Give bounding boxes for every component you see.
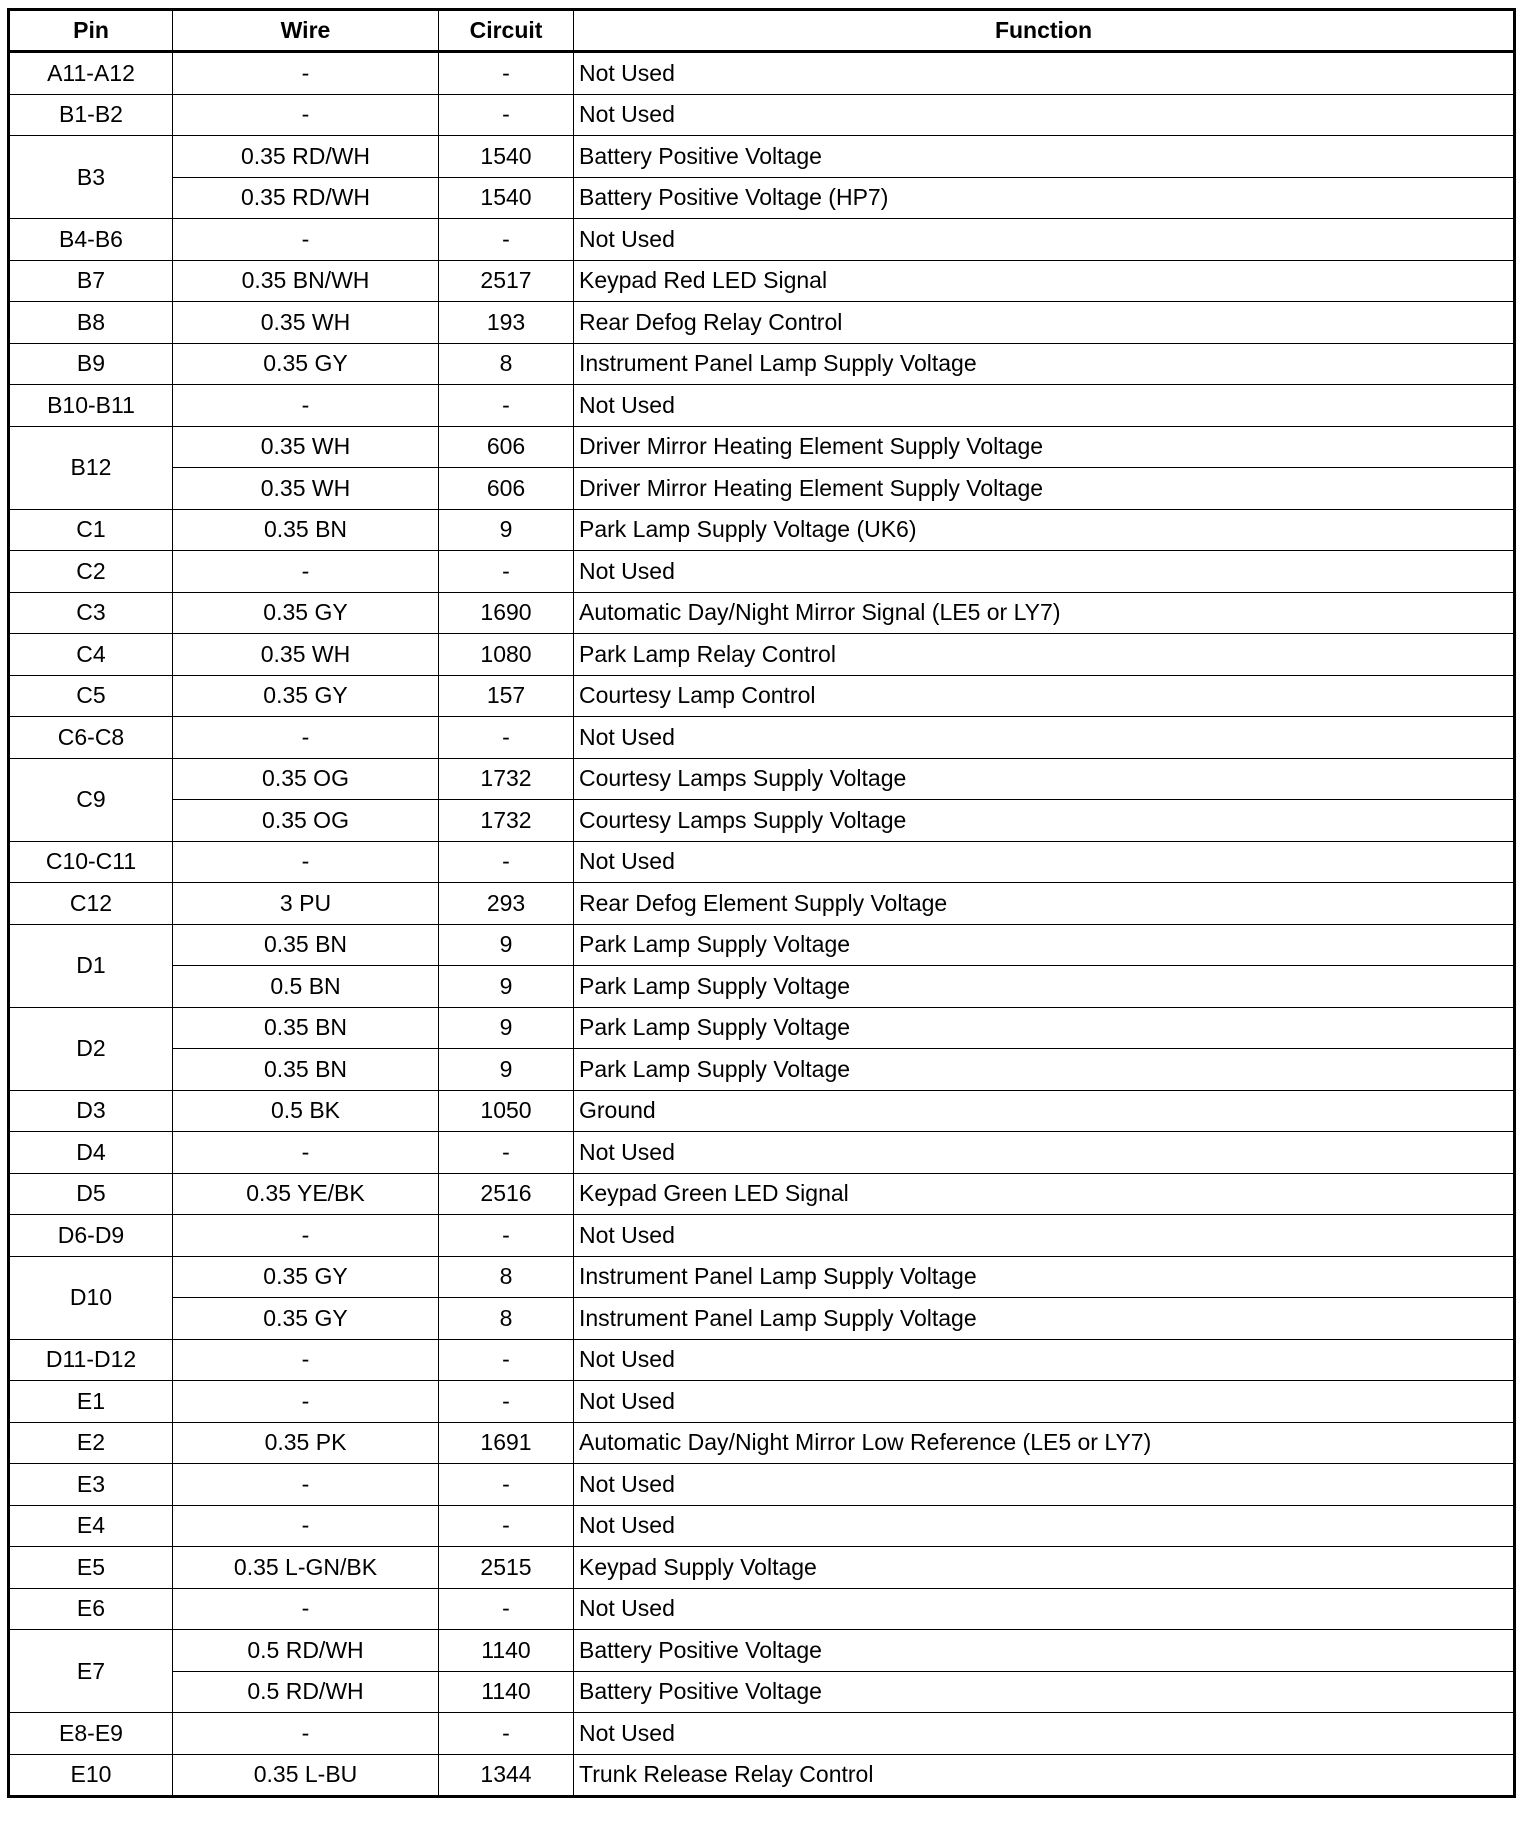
circuit-cell: 1050: [439, 1090, 574, 1132]
wire-cell: 0.5 RD/WH: [173, 1630, 439, 1672]
pin-cell: C9: [9, 758, 173, 841]
wire-cell: 0.35 BN/WH: [173, 260, 439, 302]
circuit-cell: -: [439, 1132, 574, 1174]
table-row: [9, 1339, 1515, 1381]
circuit-cell: 1540: [439, 136, 574, 178]
function-cell: Instrument Panel Lamp Supply Voltage: [574, 343, 1515, 385]
wire-cell: 0.35 BN: [173, 509, 439, 551]
circuit-cell: 2516: [439, 1173, 574, 1215]
table-row: [9, 1630, 1515, 1672]
circuit-cell: -: [439, 52, 574, 95]
wire-cell: 0.35 GY: [173, 592, 439, 634]
pin-cell: E3: [9, 1464, 173, 1506]
table-row: [9, 1464, 1515, 1506]
function-column-header: Function: [574, 10, 1515, 52]
pin-cell: E6: [9, 1588, 173, 1630]
pin-cell: E4: [9, 1505, 173, 1547]
pin-cell: E5: [9, 1547, 173, 1589]
table-row: [9, 509, 1515, 551]
function-cell: Not Used: [574, 1588, 1515, 1630]
wire-cell: 0.35 GY: [173, 675, 439, 717]
table-row: [9, 924, 1515, 966]
circuit-cell: 1080: [439, 634, 574, 676]
circuit-cell: -: [439, 1381, 574, 1423]
circuit-cell: -: [439, 1588, 574, 1630]
pin-cell: E1: [9, 1381, 173, 1423]
circuit-cell: 1344: [439, 1754, 574, 1797]
circuit-cell: -: [439, 1464, 574, 1506]
table-row: [9, 1422, 1515, 1464]
circuit-cell: 606: [439, 468, 574, 510]
circuit-cell: -: [439, 1505, 574, 1547]
circuit-cell: -: [439, 1339, 574, 1381]
circuit-cell: -: [439, 551, 574, 593]
circuit-cell: 1540: [439, 177, 574, 219]
table-row: [9, 136, 1515, 178]
circuit-cell: -: [439, 219, 574, 261]
pin-cell: C4: [9, 634, 173, 676]
function-cell: Not Used: [574, 1339, 1515, 1381]
function-cell: Battery Positive Voltage (HP7): [574, 177, 1515, 219]
pin-cell: B8: [9, 302, 173, 344]
circuit-cell: 1732: [439, 800, 574, 842]
function-cell: Keypad Supply Voltage: [574, 1547, 1515, 1589]
function-cell: Battery Positive Voltage: [574, 136, 1515, 178]
table-row: [9, 1547, 1515, 1589]
wire-cell: 0.35 GY: [173, 1298, 439, 1340]
pin-function-table: [7, 8, 1516, 1798]
pin-cell: C3: [9, 592, 173, 634]
table-row: [9, 94, 1515, 136]
pin-column-header: Pin: [9, 10, 173, 52]
function-cell: Park Lamp Supply Voltage: [574, 1007, 1515, 1049]
pin-cell: E2: [9, 1422, 173, 1464]
function-cell: Not Used: [574, 219, 1515, 261]
table-row: [9, 841, 1515, 883]
table-row: [9, 1671, 1515, 1713]
function-cell: Not Used: [574, 717, 1515, 759]
circuit-cell: 1690: [439, 592, 574, 634]
function-cell: Not Used: [574, 841, 1515, 883]
circuit-cell: -: [439, 1713, 574, 1755]
pin-rows: [9, 52, 1515, 1797]
circuit-cell: -: [439, 717, 574, 759]
function-cell: Trunk Release Relay Control: [574, 1754, 1515, 1797]
wire-cell: -: [173, 1381, 439, 1423]
function-cell: Park Lamp Supply Voltage: [574, 1049, 1515, 1091]
wire-cell: 0.35 BN: [173, 924, 439, 966]
table-row: [9, 1298, 1515, 1340]
table-row: [9, 468, 1515, 510]
table-row: [9, 385, 1515, 427]
pin-cell: B3: [9, 136, 173, 219]
wire-cell: -: [173, 1215, 439, 1257]
table-row: [9, 966, 1515, 1008]
circuit-cell: 157: [439, 675, 574, 717]
wire-cell: 0.35 OG: [173, 758, 439, 800]
wire-cell: 0.5 BK: [173, 1090, 439, 1132]
wire-cell: 0.5 BN: [173, 966, 439, 1008]
pin-cell: B10-B11: [9, 385, 173, 427]
circuit-cell: 9: [439, 924, 574, 966]
table-row: [9, 1090, 1515, 1132]
wire-cell: -: [173, 551, 439, 593]
pin-cell: E8-E9: [9, 1713, 173, 1755]
wire-cell: -: [173, 219, 439, 261]
table-row: [9, 1588, 1515, 1630]
function-cell: Not Used: [574, 52, 1515, 95]
pin-cell: C12: [9, 883, 173, 925]
function-cell: Driver Mirror Heating Element Supply Voltage: [574, 426, 1515, 468]
function-cell: Battery Positive Voltage: [574, 1671, 1515, 1713]
wire-cell: 0.35 OG: [173, 800, 439, 842]
table-row: [9, 177, 1515, 219]
table-row: [9, 1381, 1515, 1423]
table-row: [9, 675, 1515, 717]
circuit-cell: 2517: [439, 260, 574, 302]
circuit-cell: 1691: [439, 1422, 574, 1464]
circuit-cell: -: [439, 1215, 574, 1257]
function-cell: Not Used: [574, 1215, 1515, 1257]
table-row: [9, 800, 1515, 842]
circuit-cell: 9: [439, 966, 574, 1008]
wire-cell: 0.35 GY: [173, 1256, 439, 1298]
pin-cell: C1: [9, 509, 173, 551]
function-cell: Keypad Red LED Signal: [574, 260, 1515, 302]
pin-cell: B9: [9, 343, 173, 385]
wire-cell: 0.35 BN: [173, 1049, 439, 1091]
table-row: [9, 758, 1515, 800]
function-cell: Automatic Day/Night Mirror Low Reference (LE5 or LY7): [574, 1422, 1515, 1464]
function-cell: Keypad Green LED Signal: [574, 1173, 1515, 1215]
wire-cell: 0.35 PK: [173, 1422, 439, 1464]
function-cell: Not Used: [574, 1464, 1515, 1506]
circuit-cell: 1140: [439, 1630, 574, 1672]
table-row: [9, 1173, 1515, 1215]
pin-cell: D11-D12: [9, 1339, 173, 1381]
pin-cell: C10-C11: [9, 841, 173, 883]
wire-cell: 0.35 L-BU: [173, 1754, 439, 1797]
wire-cell: 0.35 WH: [173, 468, 439, 510]
wire-cell: -: [173, 1339, 439, 1381]
pin-cell: B7: [9, 260, 173, 302]
wire-cell: 0.35 WH: [173, 302, 439, 344]
table-row: [9, 717, 1515, 759]
wire-cell: -: [173, 94, 439, 136]
table-row: [9, 1505, 1515, 1547]
wire-cell: -: [173, 841, 439, 883]
circuit-cell: 8: [439, 1298, 574, 1340]
wire-cell: 0.35 YE/BK: [173, 1173, 439, 1215]
pin-cell: E10: [9, 1754, 173, 1797]
circuit-cell: -: [439, 94, 574, 136]
table-row: [9, 260, 1515, 302]
wire-cell: -: [173, 52, 439, 95]
circuit-cell: 606: [439, 426, 574, 468]
table-row: [9, 1132, 1515, 1174]
circuit-column-header: Circuit: [439, 10, 574, 52]
pin-cell: D2: [9, 1007, 173, 1090]
function-cell: Instrument Panel Lamp Supply Voltage: [574, 1256, 1515, 1298]
function-cell: Ground: [574, 1090, 1515, 1132]
function-cell: Not Used: [574, 94, 1515, 136]
circuit-cell: 8: [439, 1256, 574, 1298]
pin-cell: C6-C8: [9, 717, 173, 759]
pin-cell: D5: [9, 1173, 173, 1215]
function-cell: Not Used: [574, 1381, 1515, 1423]
function-cell: Not Used: [574, 1713, 1515, 1755]
circuit-cell: 9: [439, 509, 574, 551]
circuit-cell: -: [439, 841, 574, 883]
wire-cell: -: [173, 1713, 439, 1755]
circuit-cell: 1732: [439, 758, 574, 800]
table-row: [9, 219, 1515, 261]
wire-cell: 0.35 WH: [173, 426, 439, 468]
pin-cell: B1-B2: [9, 94, 173, 136]
pin-cell: B12: [9, 426, 173, 509]
wire-cell: -: [173, 1588, 439, 1630]
wire-cell: -: [173, 385, 439, 427]
circuit-cell: 1140: [439, 1671, 574, 1713]
wire-cell: 0.5 RD/WH: [173, 1671, 439, 1713]
wire-cell: 0.35 RD/WH: [173, 136, 439, 178]
wire-cell: -: [173, 717, 439, 759]
function-cell: Not Used: [574, 551, 1515, 593]
table-row: [9, 1754, 1515, 1797]
wire-cell: 0.35 L-GN/BK: [173, 1547, 439, 1589]
circuit-cell: 2515: [439, 1547, 574, 1589]
circuit-cell: 193: [439, 302, 574, 344]
function-cell: Instrument Panel Lamp Supply Voltage: [574, 1298, 1515, 1340]
function-cell: Park Lamp Supply Voltage (UK6): [574, 509, 1515, 551]
function-cell: Courtesy Lamps Supply Voltage: [574, 758, 1515, 800]
circuit-cell: -: [439, 385, 574, 427]
table-row: [9, 551, 1515, 593]
function-cell: Automatic Day/Night Mirror Signal (LE5 or LY7): [574, 592, 1515, 634]
function-cell: Courtesy Lamps Supply Voltage: [574, 800, 1515, 842]
pin-cell: D6-D9: [9, 1215, 173, 1257]
circuit-cell: 9: [439, 1049, 574, 1091]
pin-cell: C2: [9, 551, 173, 593]
pin-cell: D4: [9, 1132, 173, 1174]
circuit-cell: 8: [439, 343, 574, 385]
wire-cell: -: [173, 1464, 439, 1506]
wire-cell: 3 PU: [173, 883, 439, 925]
wire-cell: 0.35 WH: [173, 634, 439, 676]
wire-column-header: Wire: [173, 10, 439, 52]
function-cell: Rear Defog Element Supply Voltage: [574, 883, 1515, 925]
table-row: [9, 426, 1515, 468]
table-row: [9, 52, 1515, 95]
pin-cell: D10: [9, 1256, 173, 1339]
wire-cell: 0.35 GY: [173, 343, 439, 385]
pin-cell: D1: [9, 924, 173, 1007]
function-cell: Park Lamp Supply Voltage: [574, 924, 1515, 966]
table-row: [9, 1713, 1515, 1755]
function-cell: Battery Positive Voltage: [574, 1630, 1515, 1672]
table-row: [9, 883, 1515, 925]
table-row: [9, 1215, 1515, 1257]
pin-cell: A11-A12: [9, 52, 173, 95]
function-cell: Not Used: [574, 1505, 1515, 1547]
pin-cell: E7: [9, 1630, 173, 1713]
table-row: [9, 634, 1515, 676]
header-row: [9, 10, 1515, 52]
table-row: [9, 1049, 1515, 1091]
function-cell: Courtesy Lamp Control: [574, 675, 1515, 717]
function-cell: Driver Mirror Heating Element Supply Voltage: [574, 468, 1515, 510]
function-cell: Not Used: [574, 1132, 1515, 1174]
wire-cell: -: [173, 1132, 439, 1174]
table-row: [9, 592, 1515, 634]
circuit-cell: 9: [439, 1007, 574, 1049]
circuit-cell: 293: [439, 883, 574, 925]
function-cell: Rear Defog Relay Control: [574, 302, 1515, 344]
pin-cell: D3: [9, 1090, 173, 1132]
pin-cell: C5: [9, 675, 173, 717]
table-row: [9, 1007, 1515, 1049]
table-row: [9, 302, 1515, 344]
pin-cell: B4-B6: [9, 219, 173, 261]
wire-cell: -: [173, 1505, 439, 1547]
function-cell: Park Lamp Relay Control: [574, 634, 1515, 676]
function-cell: Not Used: [574, 385, 1515, 427]
wire-cell: 0.35 RD/WH: [173, 177, 439, 219]
table-row: [9, 1256, 1515, 1298]
wire-cell: 0.35 BN: [173, 1007, 439, 1049]
function-cell: Park Lamp Supply Voltage: [574, 966, 1515, 1008]
table-row: [9, 343, 1515, 385]
